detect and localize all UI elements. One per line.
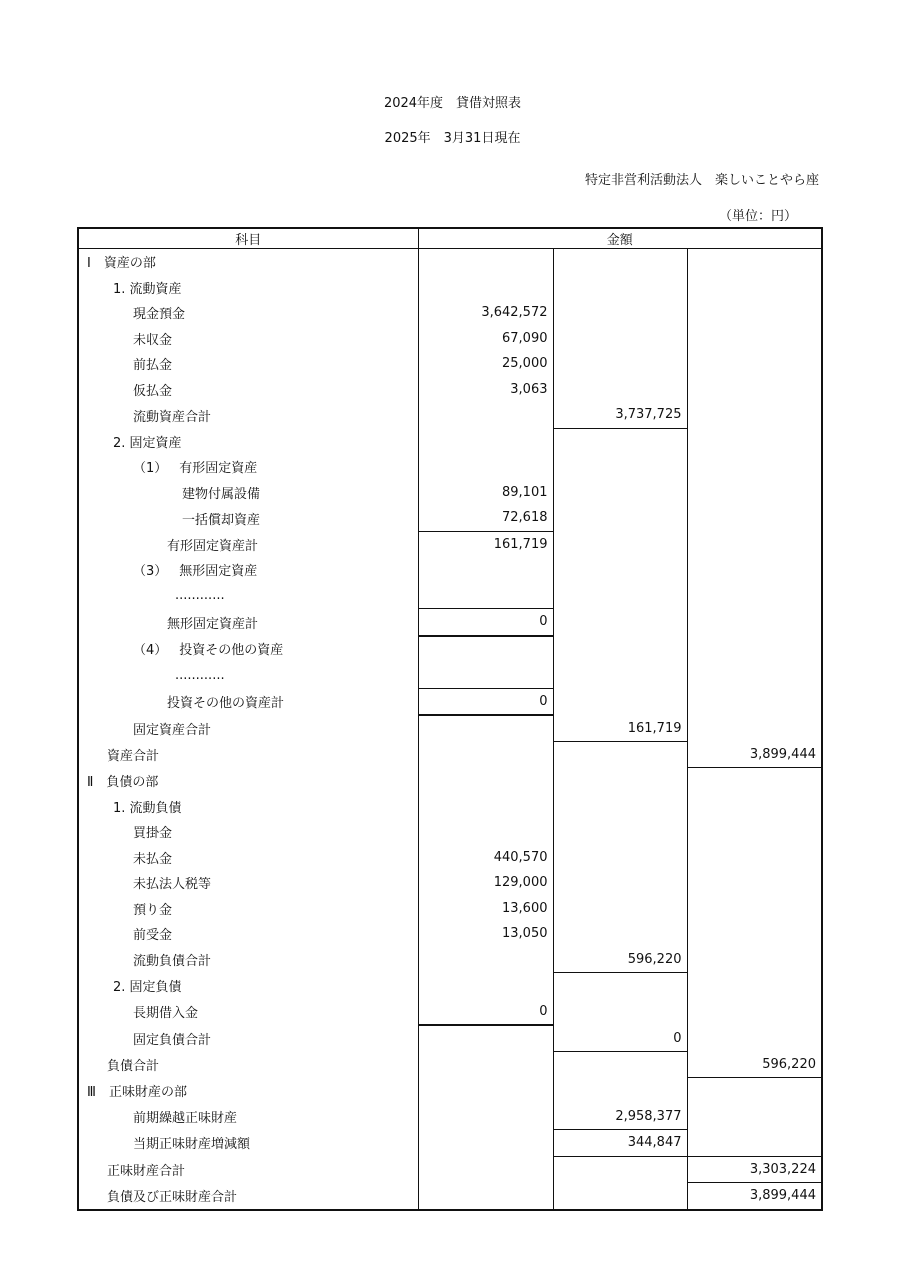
- table-row: [78, 688, 822, 715]
- row-label: 長期借入金: [78, 999, 418, 1026]
- table-row: [78, 636, 822, 663]
- table-row: [78, 845, 822, 871]
- section-liabilities: Ⅱ 負債の部: [78, 768, 418, 794]
- table-row: [78, 326, 822, 352]
- row-label: 仮払金: [78, 377, 418, 403]
- row-value: 72,618: [418, 505, 553, 531]
- grand-total-label: 負債及び正味財産合計: [78, 1183, 418, 1210]
- subtotal-label: 流動資産合計: [78, 402, 418, 428]
- table-row: [78, 1156, 822, 1183]
- subtotal-label: 固定負債合計: [78, 1025, 418, 1052]
- subtotal-label: 流動負債合計: [78, 947, 418, 973]
- table-row: [78, 768, 822, 794]
- table-row: [78, 1025, 822, 1052]
- total-label: 正味財産合計: [78, 1156, 418, 1183]
- table-row: [78, 557, 822, 583]
- row-label: 現金預金: [78, 300, 418, 326]
- table-row: [78, 896, 822, 922]
- table-row: [78, 947, 822, 973]
- row-label: 前払金: [78, 351, 418, 377]
- table-row: [78, 402, 822, 428]
- row-value: 3,642,572: [418, 300, 553, 326]
- row-value: 344,847: [553, 1130, 687, 1157]
- table-row: [78, 1130, 822, 1157]
- table-row: [78, 377, 822, 403]
- section-net-assets: Ⅲ 正味財産の部: [78, 1078, 418, 1104]
- row-value: 129,000: [418, 870, 553, 896]
- table-header-row: [78, 228, 822, 249]
- row-label: 前受金: [78, 921, 418, 947]
- table-row: [78, 715, 822, 742]
- subtotal-value: 0: [418, 688, 553, 715]
- organization-name: 特定非営利活動法人 楽しいことやら座: [584, 173, 819, 188]
- table-row: [78, 454, 822, 480]
- table-row: [78, 609, 822, 636]
- table-row: [78, 531, 822, 557]
- subtotal-value: 161,719: [418, 531, 553, 557]
- row-value: [418, 819, 553, 845]
- subtotal-label: 有形固定資産計: [78, 531, 418, 557]
- row-label: 買掛金: [78, 819, 418, 845]
- fixed-assets-heading: 2. 固定資産: [78, 428, 418, 454]
- row-label: 一括償却資産: [78, 505, 418, 531]
- table-row: [78, 300, 822, 326]
- subtotal-value: 0: [553, 1025, 687, 1052]
- table-row: [78, 870, 822, 896]
- table-row: [78, 428, 822, 454]
- subtotal-value: 3,737,725: [553, 402, 687, 428]
- section-assets: Ⅰ 資産の部: [78, 249, 418, 275]
- table-row: [78, 505, 822, 531]
- document-title: 2024年度 貸借対照表: [383, 96, 522, 111]
- placeholder-dots: ............: [78, 662, 418, 688]
- subtotal-label: 固定資産合計: [78, 715, 418, 742]
- row-value: 89,101: [418, 480, 553, 506]
- table-row: [78, 1052, 822, 1078]
- grand-total-value: 3,899,444: [687, 1183, 822, 1210]
- table-row: [78, 583, 822, 609]
- row-value: 440,570: [418, 845, 553, 871]
- table-row: [78, 819, 822, 845]
- as-of-date: 2025年 3月31日現在: [384, 131, 521, 146]
- subtotal-value: 161,719: [553, 715, 687, 742]
- table-row: [78, 921, 822, 947]
- subtotal-value: 0: [418, 609, 553, 636]
- row-value: 67,090: [418, 326, 553, 352]
- subtotal-label: 投資その他の資産計: [78, 688, 418, 715]
- investment-heading: （4） 投資その他の資産: [78, 636, 418, 663]
- total-value: 3,303,224: [687, 1156, 822, 1183]
- amount-column-header: 金額: [418, 228, 822, 249]
- row-label: 預り金: [78, 896, 418, 922]
- total-value: 3,899,444: [687, 742, 822, 768]
- fixed-liabilities-heading: 2. 固定負債: [78, 973, 418, 999]
- row-label: 建物付属設備: [78, 480, 418, 506]
- unit-label: （単位：円）: [718, 209, 797, 224]
- table-row: [78, 275, 822, 301]
- row-value: 2,958,377: [553, 1104, 687, 1130]
- table-row: [78, 794, 822, 820]
- table-row: [78, 1183, 822, 1210]
- intangible-heading: （3） 無形固定資産: [78, 557, 418, 583]
- row-label: 未払金: [78, 845, 418, 871]
- row-value: 25,000: [418, 351, 553, 377]
- total-label: 負債合計: [78, 1052, 418, 1078]
- total-value: 596,220: [687, 1052, 822, 1078]
- row-label: 当期正味財産増減額: [78, 1130, 418, 1157]
- total-label: 資産合計: [78, 742, 418, 768]
- table-row: [78, 1078, 822, 1104]
- current-assets-heading: 1. 流動資産: [78, 275, 418, 301]
- table-row: [78, 480, 822, 506]
- row-label: 未収金: [78, 326, 418, 352]
- row-value: 13,600: [418, 896, 553, 922]
- row-value: 0: [418, 999, 553, 1026]
- table-row: [78, 1104, 822, 1130]
- row-label: 未払法人税等: [78, 870, 418, 896]
- tangible-heading: （1） 有形固定資産: [78, 454, 418, 480]
- current-liabilities-heading: 1. 流動負債: [78, 794, 418, 820]
- table-row: [78, 351, 822, 377]
- row-label: 前期繰越正味財産: [78, 1104, 418, 1130]
- placeholder-dots: ............: [78, 583, 418, 609]
- subject-column-header: 科目: [78, 228, 418, 249]
- balance-sheet-table: [77, 227, 823, 1211]
- table-row: [78, 973, 822, 999]
- table-row: [78, 742, 822, 768]
- row-value: 3,063: [418, 377, 553, 403]
- table-row: [78, 999, 822, 1026]
- subtotal-value: 596,220: [553, 947, 687, 973]
- table-row: [78, 249, 822, 275]
- row-value: 13,050: [418, 921, 553, 947]
- table-row: [78, 662, 822, 688]
- subtotal-label: 無形固定資産計: [78, 609, 418, 636]
